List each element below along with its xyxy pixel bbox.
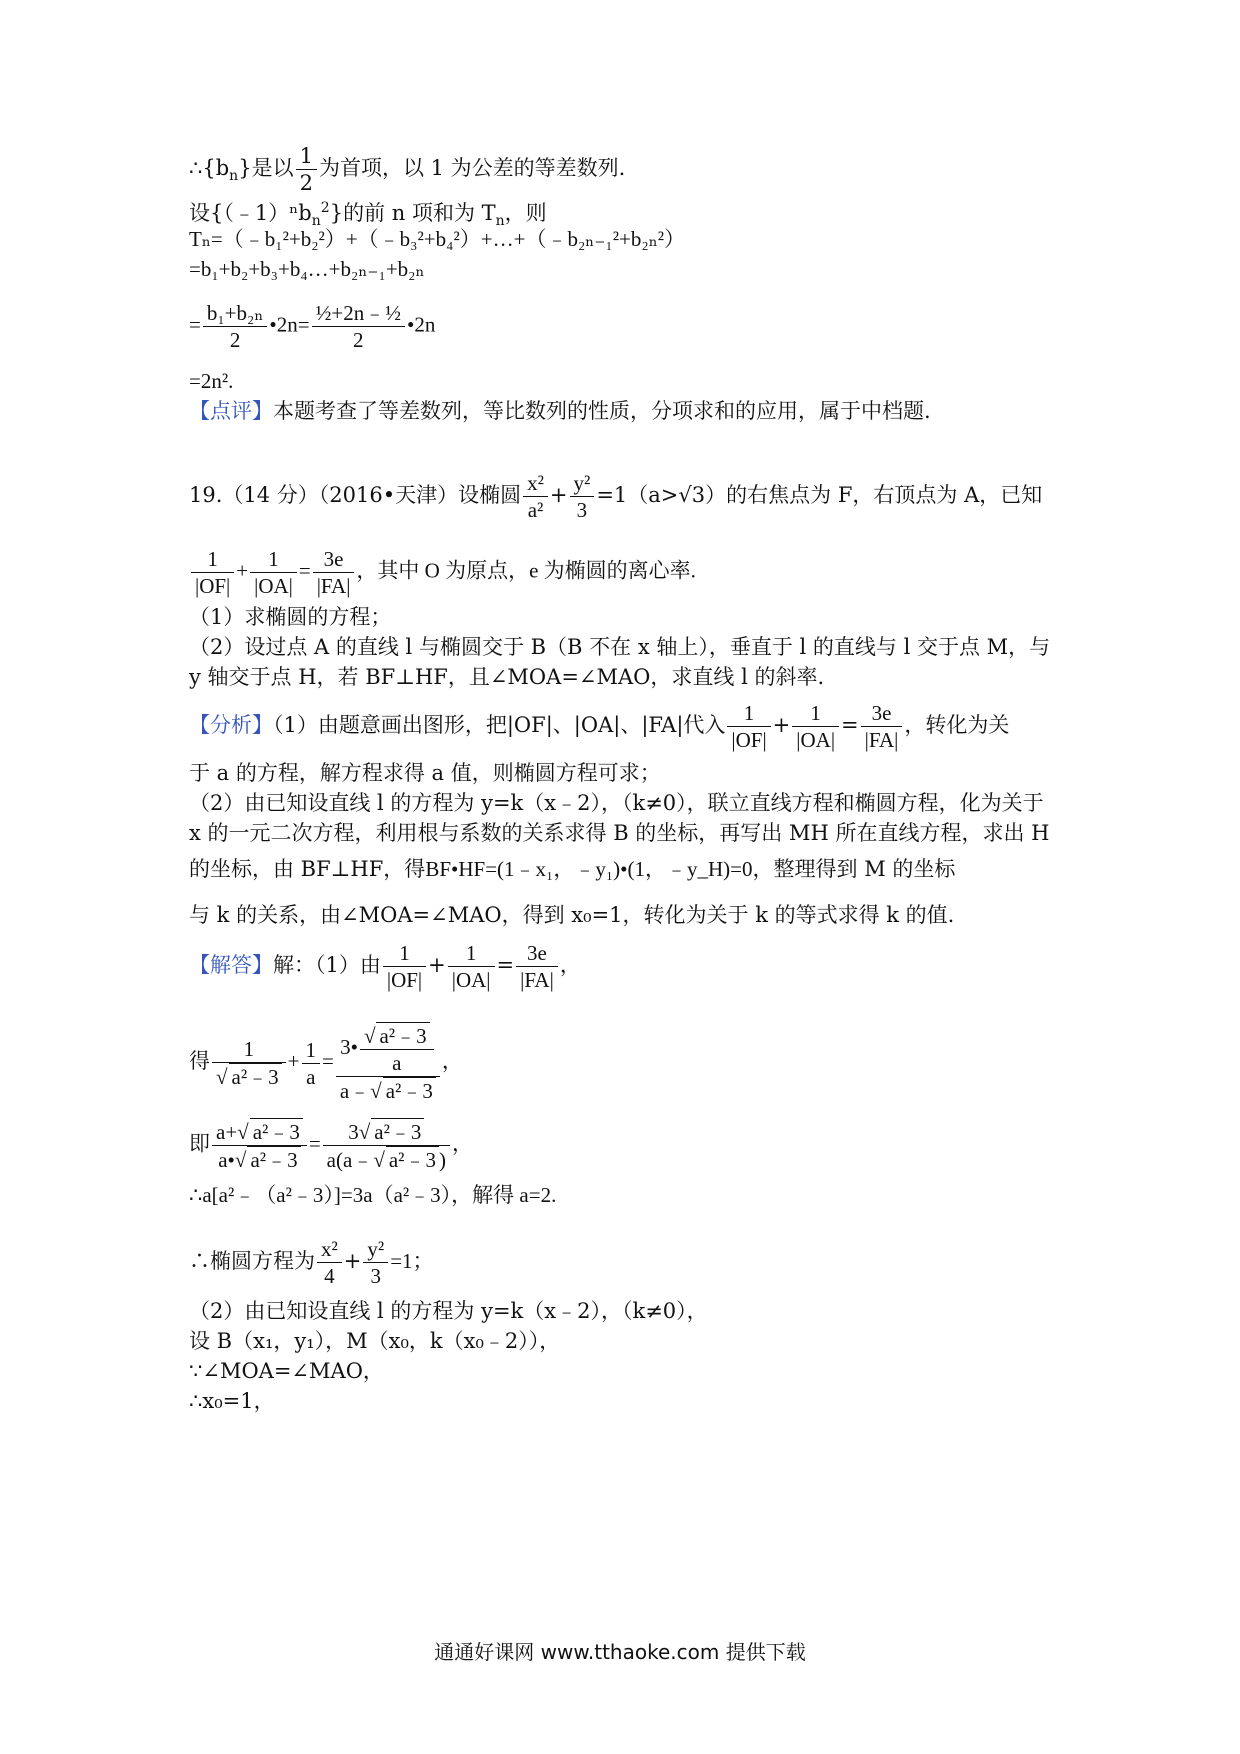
answer-ji: 即 $\frac{\text{a+√ a²﹣3}}{\text{a•√ a²﹣3}}$ = $\frac{\text{3√ a²﹣3}}{\text{a(a﹣√ a²﹣3 )}}$ ， xyxy=(189,1120,473,1172)
subscript: n xyxy=(495,213,505,230)
radicand: a²﹣3 xyxy=(247,1146,300,1173)
denominator: |OF| xyxy=(731,728,767,752)
analysis-tag: 【分析】 xyxy=(189,713,273,737)
answer-ellipse: ∴椭圆方程为 $\frac{\text{x²}}{4}$ + $\frac{\text{y²}}{3}$ =1； xyxy=(189,1237,434,1288)
fraction-right xyxy=(323,1118,450,1173)
text: ，整理得到 M 的坐标 xyxy=(752,857,956,881)
text: 3 xyxy=(348,1120,359,1144)
radicand: a²﹣3 xyxy=(383,1077,436,1104)
comment-tag: 【点评】 xyxy=(189,399,273,423)
fraction-x xyxy=(523,470,548,523)
numerator: x² xyxy=(523,470,548,497)
subscript: n xyxy=(229,168,239,185)
q19-part1: （1）求椭圆的方程； xyxy=(189,605,392,629)
line-result: =2n². xyxy=(189,369,234,393)
line-bn-arithmetic xyxy=(189,143,625,196)
radicand: a²﹣3 xyxy=(229,1063,282,1090)
text: 设{（﹣1）ⁿb xyxy=(189,201,312,225)
denominator: 2 xyxy=(299,171,313,195)
fraction-oa xyxy=(250,546,297,599)
radicand: a²﹣3 xyxy=(371,1118,424,1145)
denominator: √ a²﹣3 xyxy=(212,1063,286,1090)
answer-part2c: ∵∠MOA=∠MAO， xyxy=(189,1359,384,1383)
radicand: a²﹣3 xyxy=(386,1146,439,1173)
numerator: b₁+b₂ₙ xyxy=(203,300,268,327)
comment-line xyxy=(189,396,931,426)
text: ，其中 O 为原点，e 为椭圆的离心率. xyxy=(356,558,696,583)
answer-part2a: （2）由已知设直线 l 的方程为 y=k（x﹣2），（k≠0）， xyxy=(189,1299,708,1323)
denominator: 2 xyxy=(229,328,241,352)
text: •2n= xyxy=(269,312,310,337)
numerator: y² xyxy=(570,470,595,497)
denominator: a•√ a²﹣3 xyxy=(212,1146,307,1173)
numerator: 1 xyxy=(448,940,495,967)
text: 3• xyxy=(340,1034,358,1059)
text: =1（a>√3）的右焦点为 F，右顶点为 A，已知 xyxy=(596,483,1043,507)
numerator: 3e xyxy=(516,940,558,967)
denominator: |OF| xyxy=(386,968,423,992)
text: 本题考查了等差数列，等比数列的性质，分项求和的应用，属于中档题. xyxy=(273,399,931,423)
analysis-line2: 于 a 的方程，解方程求得 a 值，则椭圆方程可求； xyxy=(189,761,661,785)
fraction-y xyxy=(570,470,595,523)
fraction-of xyxy=(191,546,234,599)
line-b-sum: =b₁+b₂+b₃+b₄…+b₂ₙ₋₁+b₂ₙ xyxy=(189,257,425,281)
answer-part2b: 设 B（x₁，y₁），M（x₀，k（x₀﹣2））， xyxy=(189,1329,561,1353)
text: a(a﹣ xyxy=(326,1148,374,1172)
text: ， xyxy=(441,1048,463,1073)
denominator: |FA| xyxy=(520,968,554,992)
text: a+ xyxy=(216,1120,238,1144)
question-19-condition: $\frac{1}{|OF|}$ + $\frac{1}{|OA|}$ = $\frac{3e}{|FA|}$ ，其中 O 为原点，e 为椭圆的离心率. xyxy=(189,546,696,599)
text: ，转化为关 xyxy=(904,713,1010,737)
fraction-y3 xyxy=(363,1236,388,1289)
denominator: a(a﹣√ a²﹣3 ) xyxy=(326,1148,446,1172)
answer-tag: 【解答】 xyxy=(189,953,273,977)
analysis-line5 xyxy=(189,854,955,884)
fraction-1-sqrt xyxy=(212,1036,286,1090)
numerator: 1 xyxy=(250,546,297,573)
denominator: |OF| xyxy=(195,574,231,598)
fraction-fa xyxy=(516,940,558,993)
text: }是以 xyxy=(238,156,294,180)
answer-solve: ∴a[a²﹣（a²﹣3）]=3a（a²﹣3），解得 a=2. xyxy=(189,1183,557,1207)
question-19-title xyxy=(189,470,1042,523)
text: 解：（1）由 xyxy=(273,953,381,977)
denominator: a² xyxy=(527,498,544,522)
numerator: 1 xyxy=(212,1036,286,1063)
footer-watermark: 通通好课网 www.tthaoke.com 提供下载 xyxy=(434,1640,806,1664)
text: ∴{b xyxy=(189,156,230,180)
text: （1）由题意画出图形，把|OF|、|OA|、|FA|代入 xyxy=(273,713,726,737)
line-tn-fraction xyxy=(189,300,435,353)
radicand: a²﹣3 xyxy=(250,1118,303,1145)
vector-expression: BF•HF=(1﹣x₁，﹣y₁)•(1，﹣y_H)=0 xyxy=(425,857,753,881)
text: ，则 xyxy=(504,201,547,225)
denominator: a﹣√ a²﹣3 xyxy=(336,1077,440,1104)
analysis-line4: x 的一元二次方程，利用根与系数的关系求得 B 的坐标，再写出 MH 所在直线方程，求出 H xyxy=(189,821,1050,845)
fraction-oa xyxy=(448,940,495,993)
numerator: a+√ a²﹣3 xyxy=(212,1118,307,1146)
q19-part2a: （2）设过点 A 的直线 l 与椭圆交于 B（B 不在 x 轴上），垂直于 l 的直线与 l 交于点 M，与 xyxy=(189,635,1051,659)
numerator: 3e xyxy=(313,546,355,573)
superscript: 2 xyxy=(320,200,330,216)
analysis-line6: 与 k 的关系，由∠MOA=∠MAO，得到 x₀=1，转化为关于 k 的等式求得 k 的值. xyxy=(189,903,955,927)
denominator: |OA| xyxy=(451,968,491,992)
text: ) xyxy=(438,1148,446,1172)
numerator: 1 xyxy=(296,143,317,170)
fraction-of xyxy=(727,700,770,753)
subscript: n xyxy=(311,213,321,230)
numerator: 1 xyxy=(302,1037,321,1064)
text: 得 xyxy=(189,1048,210,1073)
numerator: 1 xyxy=(792,700,839,727)
text: a﹣ xyxy=(339,1079,371,1103)
fraction-left xyxy=(212,1118,307,1173)
numerator: 3e xyxy=(861,700,903,727)
text: 的坐标，由 BF⊥HF，得 xyxy=(189,857,426,881)
line-tn-sum: Tₙ=（﹣b₁²+b₂²）+（﹣b₃²+b₄²）+…+（﹣b₂ₙ₋₁²+b₂ₙ²） xyxy=(189,227,686,251)
numerator: y² xyxy=(363,1236,388,1263)
numerator: √ a²﹣3 xyxy=(360,1022,434,1050)
q19-part2b: y 轴交于点 H，若 BF⊥HF，且∠MOA=∠MAO，求直线 l 的斜率. xyxy=(189,665,825,689)
analysis-line1: 【分析】（1）由题意画出图形，把|OF|、|OA|、|FA|代入 $\frac{1}{|OF|}$ + $\frac{1}{|OA|}$ = $\frac{3e}{|FA|}$ ，转化为关 xyxy=(189,701,1010,752)
fraction-oa xyxy=(792,700,839,753)
fraction-of xyxy=(383,940,426,993)
text: = xyxy=(189,312,201,337)
denominator: |FA| xyxy=(316,574,351,598)
fraction-b xyxy=(203,300,268,353)
text: ， xyxy=(559,953,581,977)
answer-part2d: ∴x₀=1， xyxy=(189,1389,275,1413)
answer-line1: 【解答】解：（1）由 $\frac{1}{|OF|}$ + $\frac{1}{|OA|}$ = $\frac{3e}{|FA|}$ ， xyxy=(189,941,581,992)
text: 即 xyxy=(189,1131,210,1156)
text: •2n xyxy=(406,312,436,337)
fraction-complex xyxy=(336,1022,440,1104)
fraction-fa xyxy=(861,700,903,753)
denominator: 3 xyxy=(370,1264,382,1288)
text: =1； xyxy=(390,1249,434,1273)
denominator: 4 xyxy=(324,1264,335,1288)
fraction-fa xyxy=(313,546,355,599)
numerator: ½+2n﹣½ xyxy=(312,300,405,327)
fraction-1-a xyxy=(302,1037,321,1090)
text: 19.（14 分）（2016•天津）设椭圆 xyxy=(189,483,522,507)
fraction-c xyxy=(312,300,405,353)
radicand: a²﹣3 xyxy=(376,1022,429,1049)
denominator: 2 xyxy=(353,328,364,352)
fraction-half xyxy=(296,143,317,196)
inner-fraction xyxy=(360,1022,434,1076)
denominator: 3 xyxy=(576,498,588,522)
text: ∴椭圆方程为 xyxy=(189,1249,315,1273)
text: }的前 n 项和为 T xyxy=(329,201,496,225)
answer-derive: 得 $\frac{1}{\text{√ a²﹣3}}$ + $\frac{1}{a}$ = 3• $\frac{\text{√ a²﹣3}}{a}$ a﹣√ a²﹣3 ， xyxy=(189,1024,463,1103)
numerator: x² xyxy=(317,1236,342,1263)
numerator: 1 xyxy=(383,940,426,967)
denominator: |FA| xyxy=(864,728,899,752)
denominator: |OA| xyxy=(254,574,293,598)
text: a• xyxy=(218,1148,235,1172)
fraction-x4 xyxy=(317,1236,342,1289)
numerator: 1 xyxy=(191,546,234,573)
numerator xyxy=(336,1022,440,1077)
text: ， xyxy=(451,1131,473,1156)
analysis-line3: （2）由已知设直线 l 的方程为 y=k（x﹣2），（k≠0），联立直线方程和椭圆方程，化为关于 xyxy=(189,791,1044,815)
text: 为首项，以 1 为公差的等差数列. xyxy=(318,156,626,180)
denominator: a xyxy=(306,1064,316,1089)
numerator: 3√ a²﹣3 xyxy=(323,1118,450,1146)
text: + xyxy=(549,483,568,507)
denominator: a xyxy=(392,1051,402,1075)
denominator: |OA| xyxy=(796,728,836,752)
numerator: 1 xyxy=(727,700,770,727)
